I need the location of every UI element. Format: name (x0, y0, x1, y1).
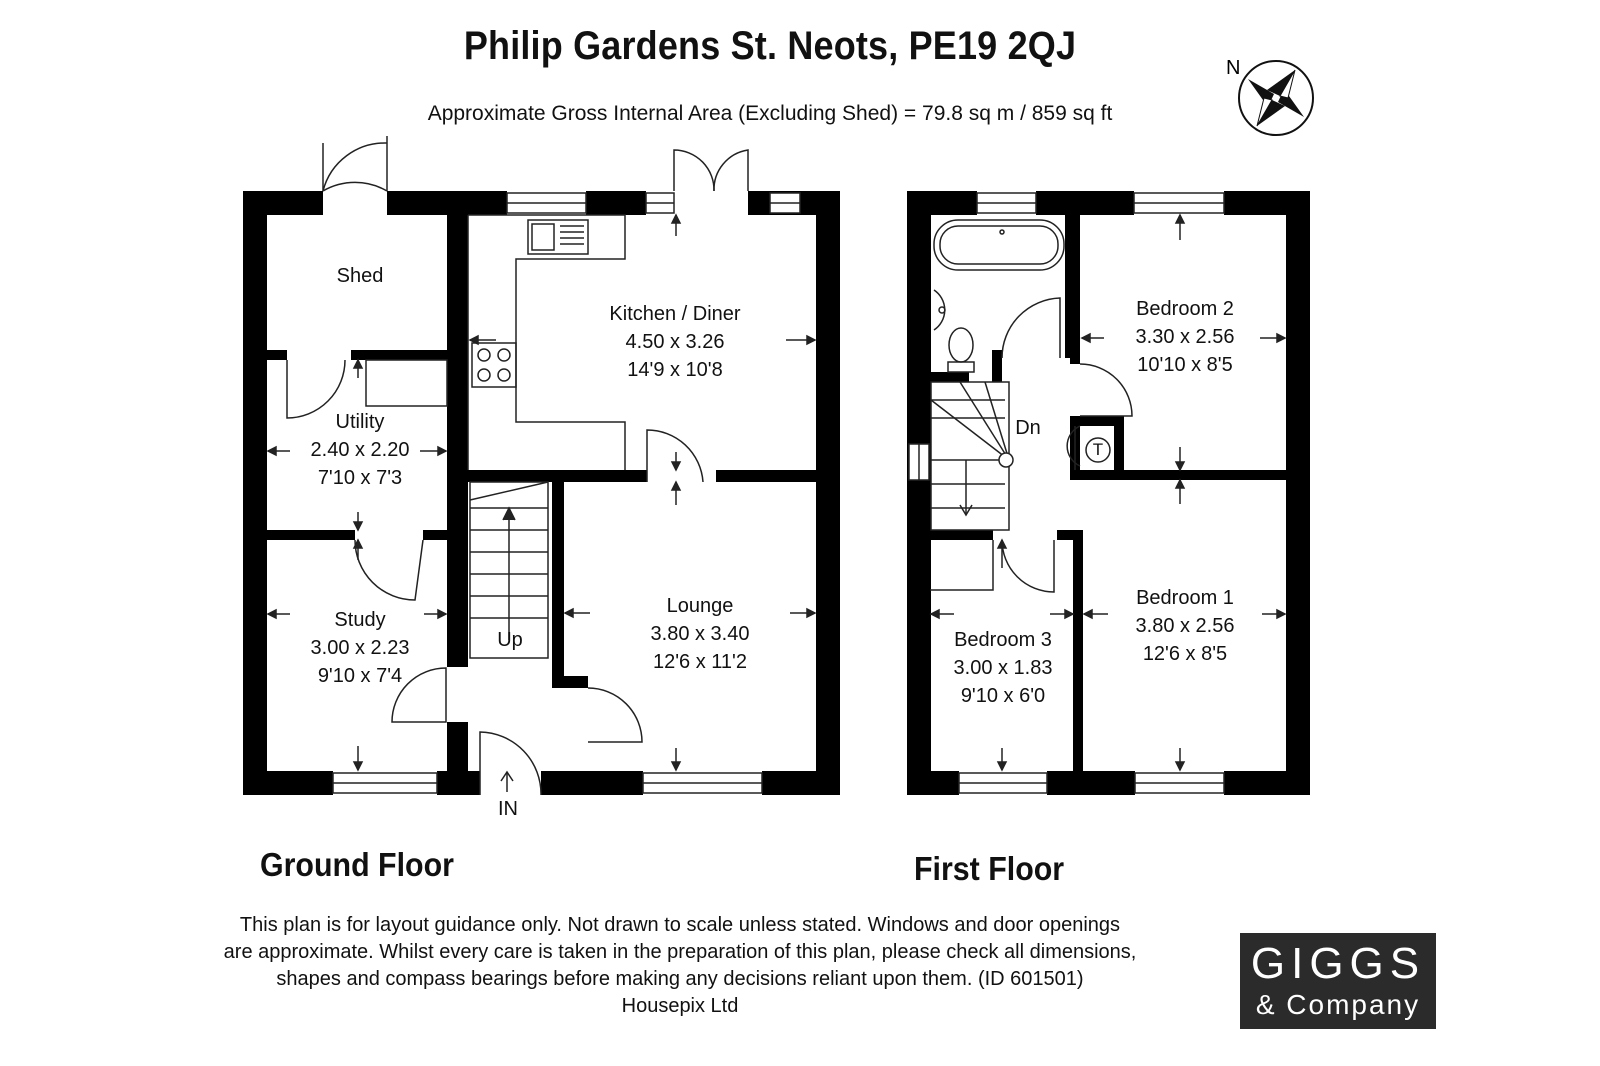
room-imperial: 12'6 x 8'5 (1142, 643, 1228, 665)
room-utility (280, 408, 440, 492)
room-name: Lounge (666, 595, 734, 617)
room-name: Bedroom 2 (1136, 298, 1234, 320)
room-imperial: 14'9 x 10'8 (627, 359, 723, 381)
room-kitchen-diner (560, 300, 790, 384)
room-name: Kitchen / Diner (609, 303, 741, 325)
first-floor-label: First Floor (914, 850, 1065, 887)
room-bedroom-1 (1090, 584, 1280, 668)
room-imperial: 9'10 x 7'4 (317, 665, 403, 687)
room-metric: 3.00 x 1.83 (953, 657, 1053, 679)
room-metric: 3.80 x 3.40 (650, 623, 750, 645)
logo-line-1: GIGGS (1250, 939, 1426, 988)
room-metric: 3.30 x 2.56 (1135, 326, 1235, 348)
stairs-up-label: Up (497, 629, 523, 651)
room-imperial: 7'10 x 7'3 (317, 467, 403, 489)
room-lounge (600, 592, 800, 676)
room-metric: 3.80 x 2.56 (1135, 615, 1235, 637)
room-name: Study (334, 609, 386, 631)
room-metric: 3.00 x 2.23 (310, 637, 410, 659)
giggs-company-logo (1240, 933, 1436, 1029)
room-imperial: 9'10 x 6'0 (960, 685, 1046, 707)
gross-area-subtitle: Approximate Gross Internal Area (Excluding Shed) = 79.8 sq m / 859 sq ft (427, 102, 1113, 125)
room-metric: 4.50 x 3.26 (625, 331, 725, 353)
compass-north-label: N (1226, 57, 1241, 79)
compass-icon (1226, 57, 1313, 135)
room-imperial: 10'10 x 8'5 (1137, 354, 1233, 376)
ground-floor-label: Ground Floor (260, 846, 454, 883)
room-bedroom-2 (1090, 295, 1280, 379)
room-name: Shed (336, 265, 384, 287)
room-imperial: 12'6 x 11'2 (652, 651, 747, 673)
stairs-down-label: Dn (1015, 417, 1041, 439)
room-metric: 2.40 x 2.20 (310, 439, 410, 461)
disclaimer-line: are approximate. Whilst every care is taken in the preparation of this plan, please check all dimensions, (223, 941, 1137, 963)
room-name: Bedroom 3 (954, 629, 1052, 651)
disclaimer-line: This plan is for layout guidance only. Not drawn to scale unless stated. Windows and door openings (239, 914, 1121, 936)
room-name: Bedroom 1 (1136, 587, 1234, 609)
entrance-label: IN (498, 798, 518, 820)
room-shed (290, 262, 430, 290)
plan-title: Philip Gardens St. Neots, PE19 2QJ (463, 24, 1077, 68)
room-bedroom-3 (930, 626, 1076, 710)
entrance-arrow-icon (501, 772, 513, 792)
logo-line-2: & Company (1255, 989, 1421, 1020)
room-study (280, 606, 440, 690)
disclaimer-line: shapes and compass bearings before making any decisions reliant upon them. (ID 601501) (276, 968, 1084, 990)
disclaimer-line: Housepix Ltd (621, 995, 739, 1017)
room-name: Utility (335, 411, 385, 433)
disclaimer (160, 912, 1200, 1020)
cupboard-label: T (1092, 440, 1104, 459)
